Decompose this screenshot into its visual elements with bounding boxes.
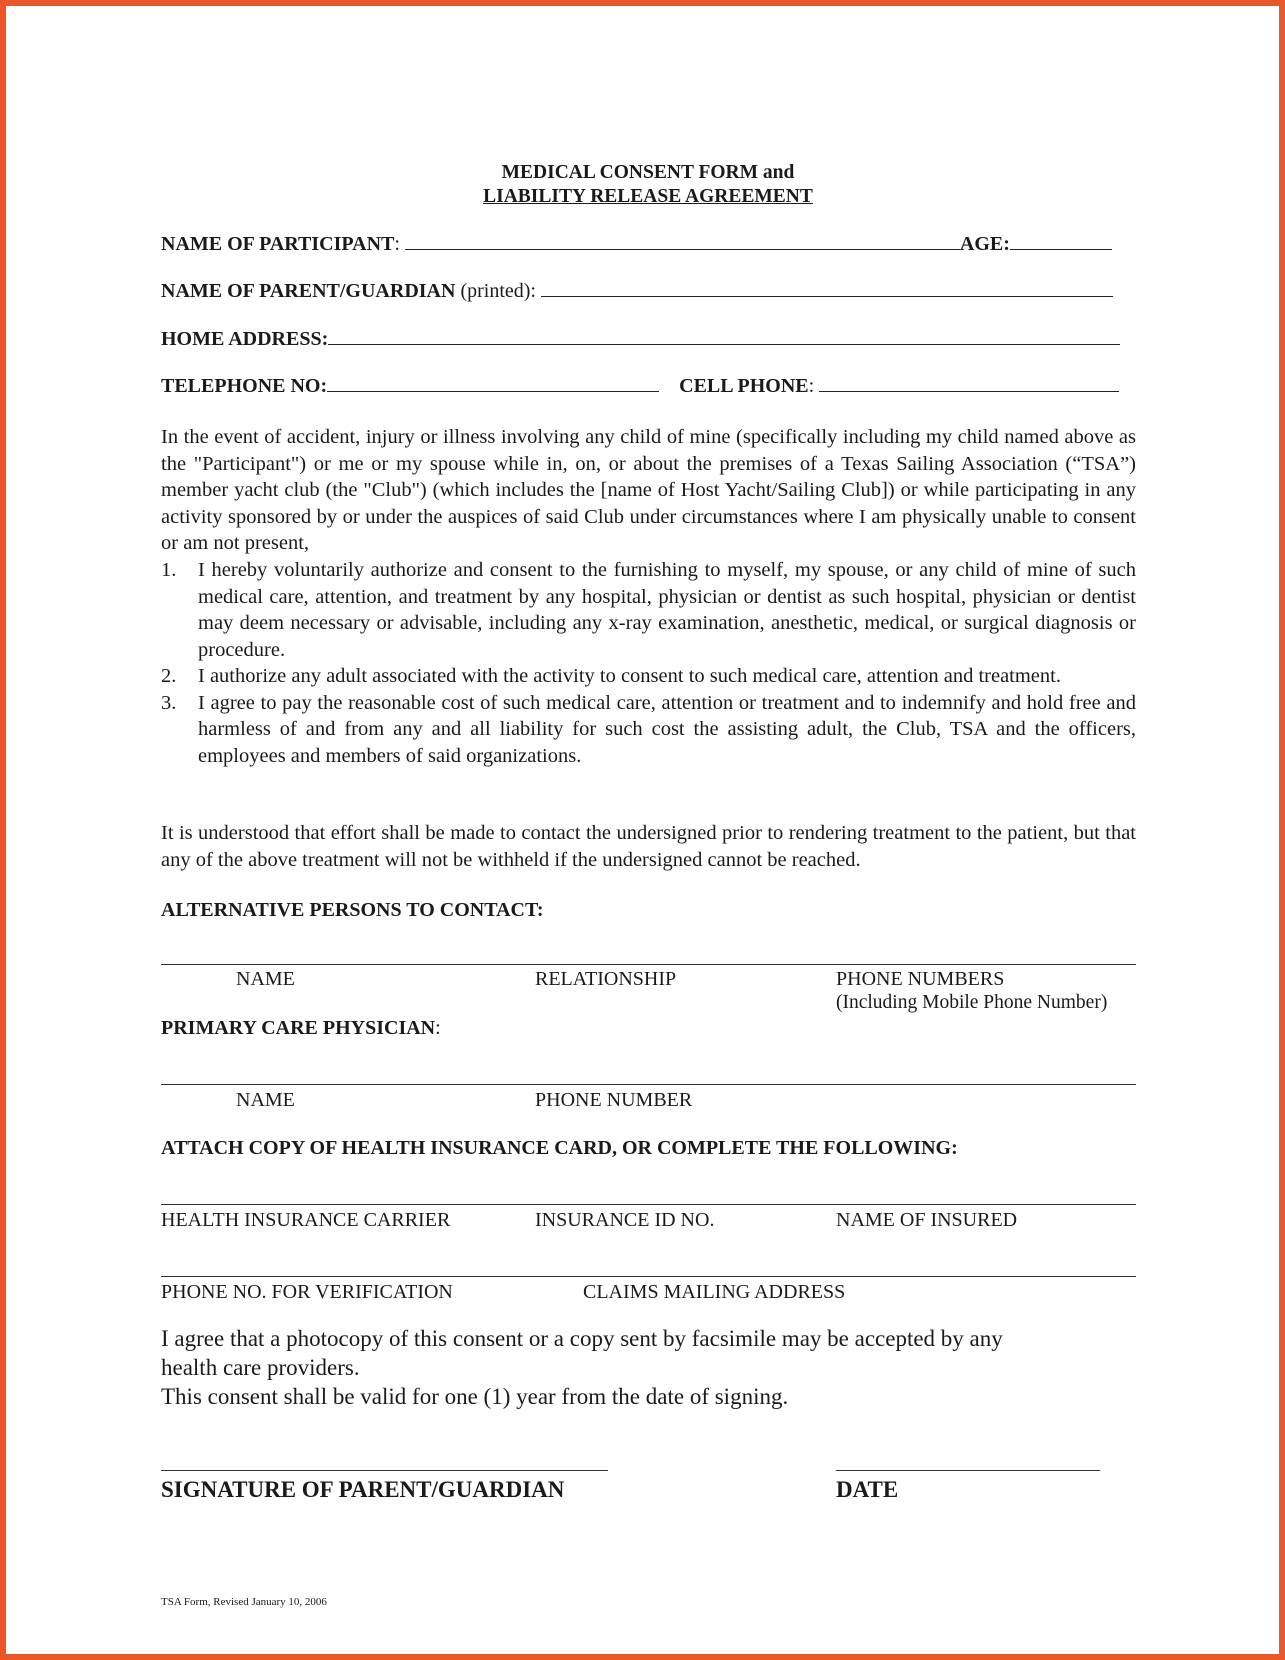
consent-item-text: I hereby voluntarily authorize and consent to the furnishing to myself, my spouse, or any child of mine of such medical care, attention, and treatment by any hospital, physician or dentist as such hospital, physician or dentist may deem necessary or advisable, including any x-ray examination, anesthetic, medical, or surgical diagnosis or procedure. [198,559,1136,661]
address-row [161,326,1120,351]
parent-printed-label: (printed): [460,280,536,302]
alt-col-name: NAME [236,968,295,990]
consent-item-text: I authorize any adult associated with the activity to consent to such medical care, attention and treatment. [198,665,1061,687]
insurance-entry-line-1[interactable] [161,1204,1136,1205]
address-label: HOME ADDRESS: [161,328,329,350]
parent-label: NAME OF PARENT/GUARDIAN [161,280,456,302]
consent-item-number: 3. [161,691,177,714]
insurance-col-verification: PHONE NO. FOR VERIFICATION [161,1281,453,1303]
alt-col-phone: PHONE NUMBERS [836,968,1005,990]
consent-items-list [161,557,1136,769]
telephone-field[interactable] [327,373,659,392]
form-title-line2-text: LIABILITY RELEASE AGREEMENT [483,186,813,207]
alt-contacts-entry-line[interactable] [161,964,1136,965]
age-field[interactable] [1010,231,1112,250]
cell-phone-colon: : [808,375,815,397]
participant-colon: : [394,233,400,255]
agreement-line-2: health care providers. [161,1355,360,1380]
date-field[interactable] [836,1470,1100,1471]
participant-row [161,231,1112,256]
alt-col-relationship: RELATIONSHIP [535,968,677,990]
insurance-entry-line-2[interactable] [161,1276,1136,1277]
participant-label: NAME OF PARTICIPANT [161,233,395,255]
insurance-col-claims: CLAIMS MAILING ADDRESS [583,1281,846,1303]
understood-paragraph: It is understood that effort shall be made to contact the undersigned prior to rendering treatment to the patient, but that any of the above treatment will not be withheld if the undersigned cannot be reached. [161,822,1136,871]
cell-phone-label: CELL PHONE [679,375,809,397]
alt-contacts-heading: ALTERNATIVE PERSONS TO CONTACT: [161,899,544,921]
form-title-line1: MEDICAL CONSENT FORM and [501,162,795,183]
telephone-label: TELEPHONE NO: [161,375,328,397]
signature-field[interactable] [161,1470,608,1471]
consent-item-3 [161,690,1136,770]
form-title-line2 [348,185,948,209]
consent-item-number: 1. [161,559,177,581]
physician-col-name: NAME [236,1089,295,1111]
signature-label: SIGNATURE OF PARENT/GUARDIAN [161,1477,565,1502]
physician-heading: PRIMARY CARE PHYSICIAN [161,1017,436,1039]
consent-item-text: I agree to pay the reasonable cost of such medical care, attention or treatment and to indemnify and hold free and harmless of and from any and all liability for such cost the assisting adult, the Club, TSA and the officers, employees and members of said organizations. [198,691,1136,767]
insurance-heading: ATTACH COPY OF HEALTH INSURANCE CARD, OR COMPLETE THE FOLLOWING: [161,1137,958,1159]
agreement-line-1: I agree that a photocopy of this consent or a copy sent by facsimile may be accepted by any [161,1326,1003,1351]
telephone-row [161,373,1119,398]
agreement-line-3: This consent shall be valid for one (1) year from the date of signing. [161,1384,789,1409]
physician-entry-line[interactable] [161,1084,1136,1085]
insurance-col-carrier: HEALTH INSURANCE CARRIER [161,1209,451,1231]
consent-item-2 [161,663,1136,690]
physician-heading-colon: : [435,1017,441,1039]
age-label: AGE: [959,233,1010,255]
date-label: DATE [836,1477,899,1502]
parent-name-field[interactable] [541,278,1113,297]
parent-row [161,278,1113,303]
insurance-col-insured: NAME OF INSURED [836,1209,1018,1231]
physician-heading-row [161,1016,441,1040]
consent-item-1 [161,557,1136,663]
cell-phone-field[interactable] [819,373,1119,392]
physician-col-phone: PHONE NUMBER [535,1089,693,1111]
intro-paragraph: In the event of accident, injury or illness involving any child of mine (specifically including my child named above as the "Participant") or me or my spouse while in, on, or about the premises of a Texas Sailing Association (“TSA”) member yacht club (the "Club") (which includes the [name of Host Yacht/Sailing Club]) or while participating in any activity sponsored by or under the auspices of said Club under circumstances where I am physically unable to consent or am not present, [161,426,1136,554]
alt-col-phone-note: (Including Mobile Phone Number) [836,992,1108,1013]
insurance-col-id: INSURANCE ID NO. [535,1209,715,1231]
home-address-field[interactable] [328,326,1120,345]
participant-name-field[interactable] [405,231,960,250]
consent-item-number: 2. [161,665,177,687]
form-revision-footer: TSA Form, Revised January 10, 2006 [161,1596,327,1608]
